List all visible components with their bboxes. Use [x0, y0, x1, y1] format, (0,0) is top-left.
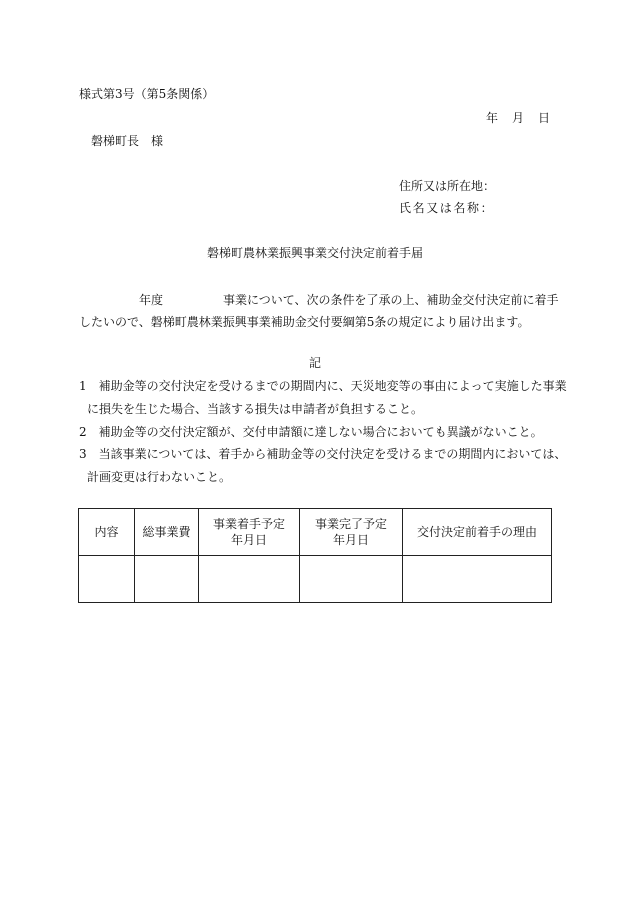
document-title: 磐梯町農林業振興事業交付決定前着手届 — [206, 246, 423, 260]
cell-reason[interactable] — [403, 556, 552, 603]
header-reason-label: 交付決定前着手の理由 — [416, 525, 537, 539]
table-row — [79, 556, 552, 603]
condition-1-line-2: に損失を生じた場合、当該する損失は申請者が負担すること。 — [87, 402, 424, 416]
cell-total-cost[interactable] — [135, 556, 199, 603]
cell-start-date[interactable] — [199, 556, 300, 603]
condition-3-line-1: 3 当該事業については、着手から補助金等の交付決定を受けるまでの期間内においては、 — [79, 447, 567, 461]
cell-content[interactable] — [79, 556, 135, 603]
header-reason — [403, 509, 552, 556]
header-total-cost — [135, 509, 199, 556]
form-number: 様式第3号（第5条関係） — [79, 87, 215, 101]
header-end-date — [300, 509, 403, 556]
header-start-date-label-1: 事業着手予定 — [212, 517, 285, 531]
date-month: 月 — [511, 111, 524, 125]
info-table — [78, 508, 552, 603]
condition-1-line-1: 1 補助金等の交付決定を受けるまでの期間内に、天災地変等の事由によって実施した事業 — [79, 379, 567, 393]
header-content — [79, 509, 135, 556]
cell-end-date[interactable] — [300, 556, 403, 603]
body-text-line-1: 年度 事業について、次の条件を了承の上、補助金交付決定前に着手 — [79, 293, 559, 307]
header-end-date-label-1: 事業完了予定 — [314, 517, 387, 531]
header-end-date-label-2: 年月日 — [332, 533, 369, 547]
header-start-date — [199, 509, 300, 556]
table-header-row — [79, 509, 552, 556]
date-line — [486, 112, 550, 124]
name-label: 氏名又は名称： — [399, 201, 495, 215]
condition-3-line-2: 計画変更は行わないこと。 — [87, 470, 232, 484]
condition-2: 2 補助金等の交付決定額が、交付申請額に達しない場合においても異議がないこと。 — [79, 425, 543, 439]
addressee: 磐梯町長 様 — [91, 134, 164, 148]
date-day: 日 — [537, 111, 550, 125]
body-text-line-2: したいので、磐梯町農林業振興事業補助金交付要綱第5条の規定により届け出ます。 — [79, 315, 530, 329]
header-total-cost-label: 総事業費 — [142, 525, 191, 539]
header-start-date-label-2: 年月日 — [230, 533, 267, 547]
date-year: 年 — [485, 111, 498, 125]
ki-heading: 記 — [308, 356, 321, 370]
address-label: 住所又は所在地： — [399, 179, 496, 193]
header-content-label: 内容 — [94, 525, 119, 539]
